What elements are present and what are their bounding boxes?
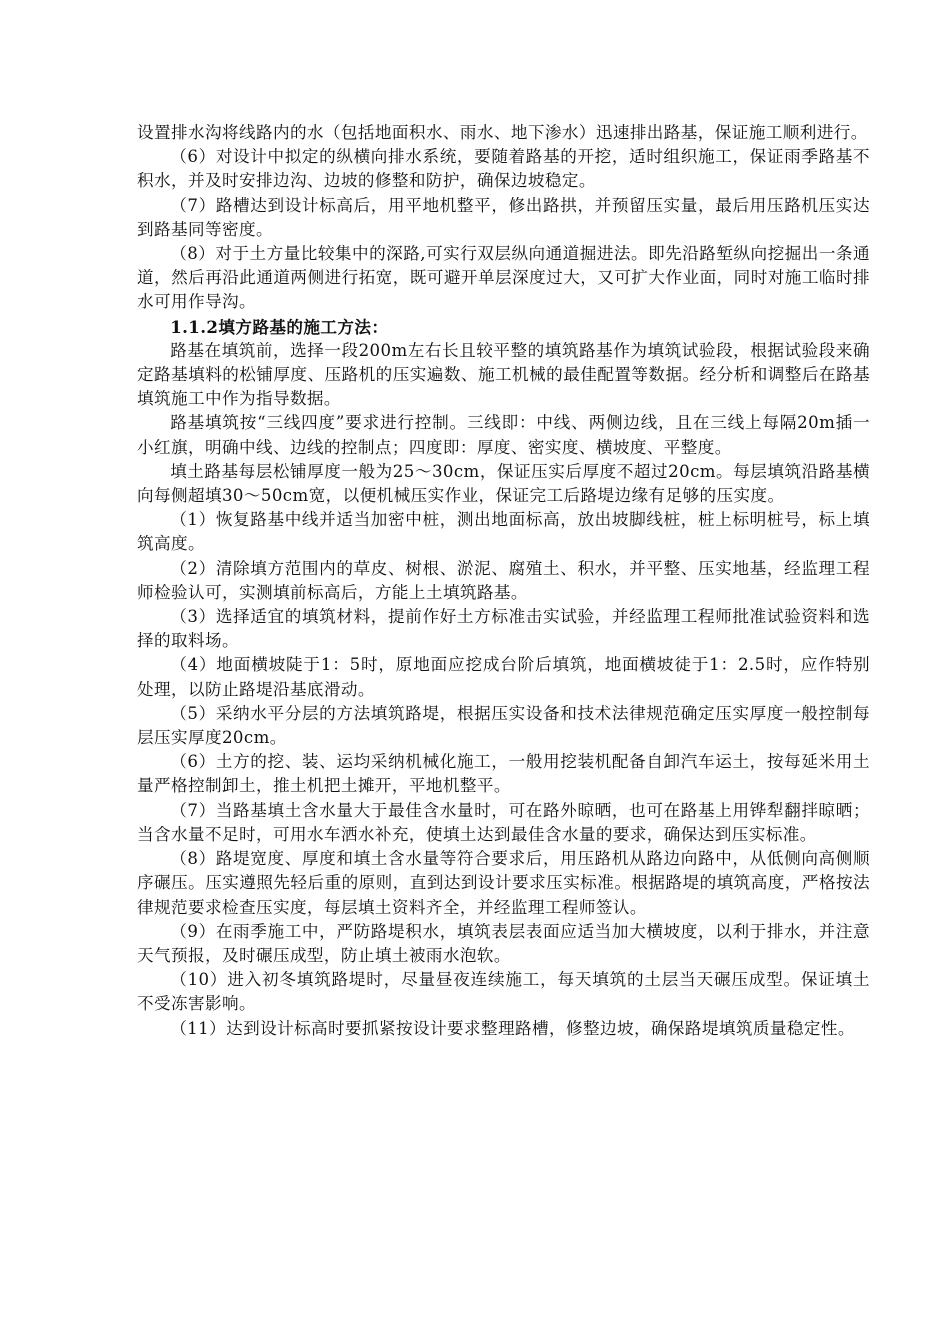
paragraph-fill-item-1: （1）恢复路基中线并适当加密中桩，测出地面标高，放出坡脚线桩，桩上标明桩号，标上填筑高度。 — [137, 510, 870, 554]
paragraph-fill-item-10: （10）进入初冬填筑路堤时，尽量昼夜连续施工，每天填筑的土层当天碾压成型。保证填土不受冻害影响。 — [137, 970, 870, 1014]
paragraph-test-section: 路基在填筑前，选择一段200m左右长且较平整的填筑路基作为填筑试验段，根据试验段来确定路基填料的松铺厚度、压路机的压实遍数、施工机械的最佳配置等数据。经分析和调整后在路基填筑施工中作为指导数据。 — [137, 340, 870, 409]
paragraph-three-lines-four-degrees: 路基填筑按“三线四度”要求进行控制。三线即：中线、两侧边线，且在三线上每隔20m插一小红旗，明确中线、边线的控制点；四度即：厚度、密实度、横坡度、平整度。 — [137, 413, 870, 457]
document-body — [137, 121, 870, 1041]
paragraph-fill-item-3: （3）选择适宜的填筑材料，提前作好土方标准击实试验，并经监理工程师批准试验资料和选择的取料场。 — [137, 607, 870, 651]
paragraph-layer-thickness: 填土路基每层松铺厚度一般为25～30cm，保证压实后厚度不超过20cm。每层填筑沿路基横向每侧超填30～50cm宽，以便机械压实作业，保证完工后路堤边缘有足够的压实度。 — [137, 461, 870, 506]
paragraph-fill-item-9: （9）在雨季施工中，严防路堤积水，填筑表层表面应适当加大横坡度，以利于排水，并注意天气预报，及时碾压成型，防止填土被雨水泡软。 — [137, 921, 870, 965]
paragraph-item-7-subgrade-leveling: （7）路槽达到设计标高后，用平地机整平，修出路拱，并预留压实量，最后用压路机压实达到路基同等密度。 — [137, 195, 870, 239]
section-heading-fill-subgrade: 1.1.2填方路基的施工方法： — [170, 316, 389, 337]
paragraph-item-6-drainage-system: （6）对设计中拟定的纵横向排水系统，要随着路基的开挖，适时组织施工，保证雨季路基不积水，并及时安排边沟、边坡的修整和防护，确保边坡稳定。 — [137, 147, 870, 191]
paragraph-fill-item-11: （11）达到设计标高时要抓紧按设计要求整理路槽，修整边坡，确保路堤填筑质量稳定性。 — [170, 1018, 855, 1038]
paragraph-fill-item-4: （4）地面横坡陡于1：5时，原地面应挖成台阶后填筑，地面横坡徒于1：2.5时，应作特别处理，以防止路堤沿基底滑动。 — [137, 655, 870, 699]
paragraph-fill-item-5: （5）采纳水平分层的方法填筑路堤，根据压实设备和技术法律规范确定压实厚度一般控制每层压实厚度20cm。 — [137, 703, 870, 748]
paragraph-fill-item-8: （8）路堤宽度、厚度和填土含水量等符合要求后，用压路机从路边向路中，从低侧向高侧顺序碾压。压实遵照先轻后重的原则，直到达到设计要求压实标准。根据路堤的填筑高度，严格按法律规范要求检查压实度，每层填土资料齐全，并经监理工程师签认。 — [137, 849, 870, 917]
paragraph-fill-item-6: （6）土方的挖、装、运均采纳机械化施工，一般用挖装机配备自卸汽车运土，按每延米用土量严格控制卸土，推土机把土摊开，平地机整平。 — [137, 752, 870, 796]
paragraph-fill-item-2: （2）清除填方范围内的草皮、树根、淤泥、腐殖土、积水，并平整、压实地基，经监理工程师检验认可，实测填前标高后，方能上土填筑路基。 — [137, 558, 870, 602]
paragraph-drainage-continuation: 设置排水沟将线路内的水（包括地面积水、雨水、地下渗水）迅速排出路基，保证施工顺利进行。 — [137, 123, 868, 142]
paragraph-fill-item-7: （7）当路基填土含水量大于最佳含水量时，可在路外晾晒，也可在路基上用铧犁翻拌晾晒；当含水量不足时，可用水车洒水补充，使填土达到最佳含水量的要求，确保达到压实标准。 — [137, 800, 870, 844]
paragraph-item-8-deep-cut: （8）对于土方量比较集中的深路,可实行双层纵向通道掘进法。即先沿路堑纵向挖掘出一条通道，然后再沿此通道两侧进行拓宽，既可避开单层深度过大，又可扩大作业面，同时对施工临时排水可用作导沟。 — [137, 244, 870, 312]
